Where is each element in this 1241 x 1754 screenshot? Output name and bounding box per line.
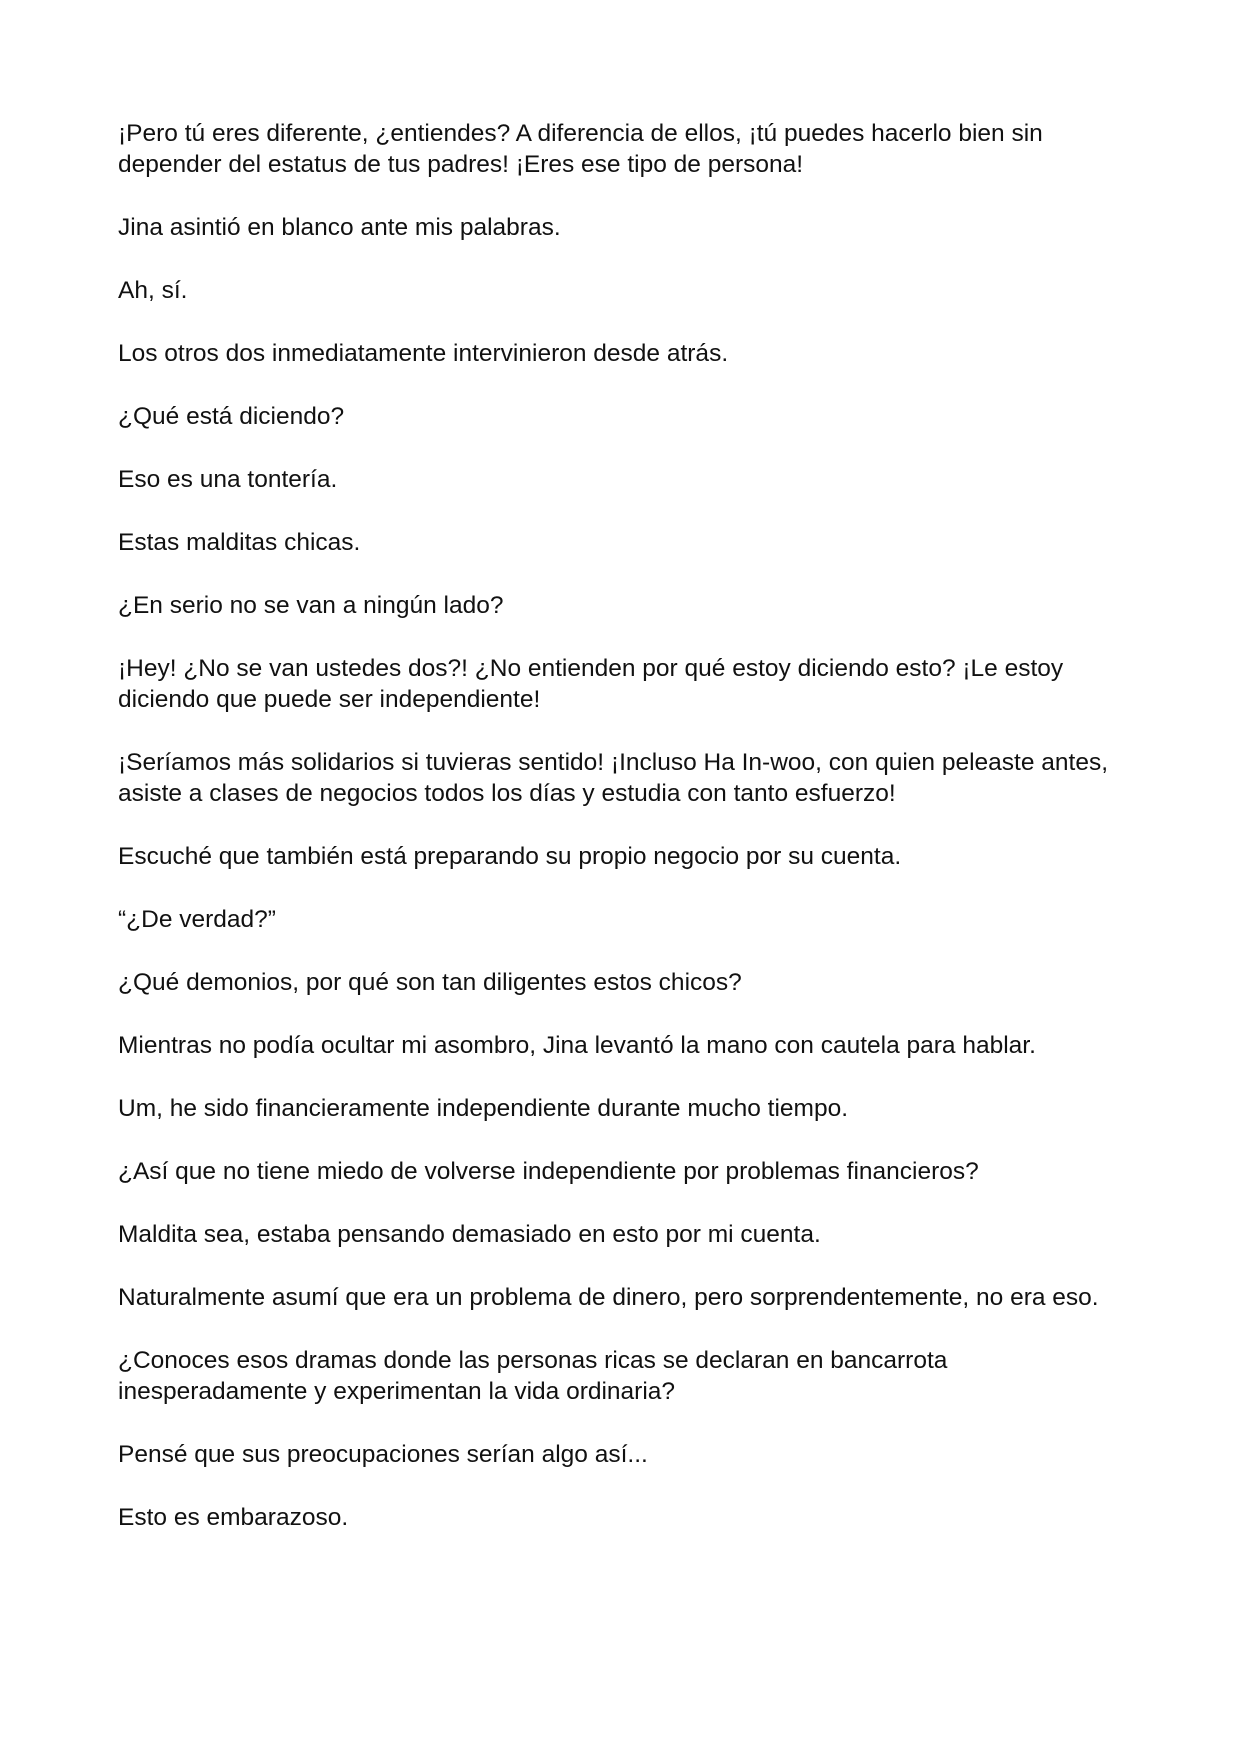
paragraph: Maldita sea, estaba pensando demasiado en esto por mi cuenta. [118, 1221, 821, 1248]
paragraph: ¡Pero tú eres diferente, ¿entiendes? A diferencia de ellos, ¡tú puedes hacerlo bien sin depender del estatus de tus padres! ¡Eres ese tipo de persona! [118, 120, 1043, 178]
paragraph: ¿Qué está diciendo? [118, 403, 345, 430]
paragraph: Estas malditas chicas. [118, 529, 361, 556]
paragraph: ¿En serio no se van a ningún lado? [118, 592, 504, 619]
paragraph: “¿De verdad?” [118, 906, 276, 933]
paragraph: Pensé que sus preocupaciones serían algo así... [118, 1441, 648, 1468]
document-body [118, 118, 1118, 1565]
paragraph: Ah, sí. [118, 277, 188, 304]
paragraph: Esto es embarazoso. [118, 1504, 349, 1531]
paragraph: Eso es una tontería. [118, 466, 338, 493]
paragraph: ¿Conoces esos dramas donde las personas ricas se declaran en bancarrota inesperadamente y experimentan la vida ordinaria? [118, 1347, 948, 1405]
paragraph: Naturalmente asumí que era un problema de dinero, pero sorprendentemente, no era eso. [118, 1284, 1099, 1311]
paragraph: Um, he sido financieramente independiente durante mucho tiempo. [118, 1095, 848, 1122]
paragraph: ¡Hey! ¿No se van ustedes dos?! ¿No entienden por qué estoy diciendo esto? ¡Le estoy diciendo que puede ser independiente! [118, 655, 1064, 713]
paragraph: ¿Qué demonios, por qué son tan diligentes estos chicos? [118, 969, 742, 996]
paragraph: Los otros dos inmediatamente intervinieron desde atrás. [118, 340, 729, 367]
paragraph: ¿Así que no tiene miedo de volverse independiente por problemas financieros? [118, 1158, 979, 1185]
paragraph: ¡Seríamos más solidarios si tuvieras sentido! ¡Incluso Ha In-woo, con quien peleaste antes, asiste a clases de negocios todos los días y estudia con tanto esfuerzo! [118, 749, 1109, 807]
paragraph: Jina asintió en blanco ante mis palabras. [118, 214, 561, 241]
paragraph: Mientras no podía ocultar mi asombro, Jina levantó la mano con cautela para hablar. [118, 1032, 1036, 1059]
paragraph: Escuché que también está preparando su propio negocio por su cuenta. [118, 843, 902, 870]
